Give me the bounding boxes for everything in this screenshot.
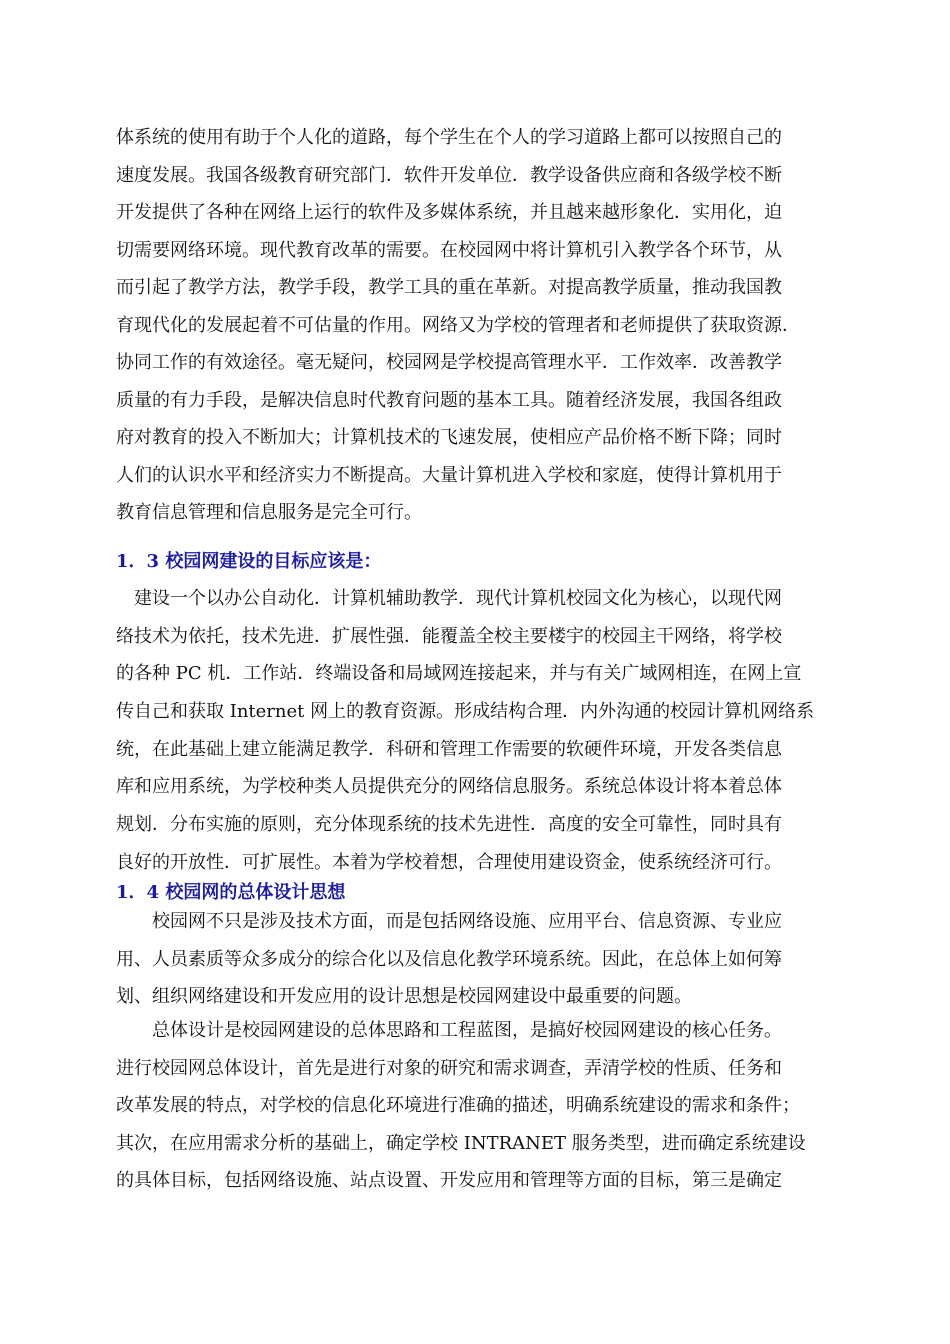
text-line: 规划．分布实施的原则，充分体现系统的技术先进性．高度的安全可靠性，同时具有	[116, 814, 782, 836]
paragraph-intro	[116, 119, 841, 532]
text-line: 总体设计是校园网建设的总体思路和工程蓝图，是搞好校园网建设的核心任务。	[116, 1020, 782, 1041]
text-line: 切需要网络环境。现代教育改革的需要。在校园网中将计算机引入教学各个环节，从	[116, 239, 782, 261]
text-line: 而引起了教学方法，教学手段，教学工具的重在革新。对提高教学质量，推动我国教	[116, 277, 782, 298]
text-line: 改革发展的特点，对学校的信息化环境进行准确的描述，明确系统建设的需求和条件；	[116, 1095, 800, 1116]
text-line: 开发提供了各种在网络上运行的软件及多媒体系统，并且越来越形象化．实用化，迫	[116, 202, 782, 223]
text-line: 的各种 PC 机．工作站．终端设备和局域网连接起来，并与有关广域网相连，在网上宣	[116, 663, 802, 685]
text-line: 传自己和获取 Internet 网上的教育资源。形成结构合理．内外沟通的校园计算机网络系	[116, 701, 815, 723]
paragraph-goals	[116, 580, 841, 882]
text-line: 用、人员素质等众多成分的综合化以及信息化教学环境系统。因此，在总体上如何筹	[116, 948, 782, 970]
text-line: 协同工作的有效途径。毫无疑问，校园网是学校提高管理水平．工作效率．改善教学	[116, 352, 782, 373]
text-line: 统，在此基础上建立能满足教学．科研和管理工作需要的软硬件环境，开发各类信息	[116, 738, 782, 760]
text-line: 络技术为依托，技术先进．扩展性强．能覆盖全校主要楼宇的校园主干网络，将学校	[116, 625, 782, 647]
text-line: 划、组织网络建设和开发应用的设计思想是校园网建设中最重要的问题。	[116, 986, 692, 1007]
text-line: 育现代化的发展起着不可估量的作用。网络又为学校的管理者和老师提供了获取资源．	[116, 314, 800, 336]
text-line: 校园网不只是涉及技术方面，而是包括网络设施、应用平台、信息资源、专业应	[116, 911, 782, 932]
text-line: 教育信息管理和信息服务是完全可行。	[116, 502, 422, 523]
text-line: 进行校园网总体设计，首先是进行对象的研究和需求调查，弄清学校的性质、任务和	[116, 1057, 782, 1079]
text-line: 其次，在应用需求分析的基础上，确定学校 INTRANET 服务类型，进而确定系统建设	[116, 1132, 806, 1154]
text-line: 的具体目标，包括网络设施、站点设置、开发应用和管理等方面的目标，第三是确定	[116, 1170, 782, 1191]
text-line: 府对教育的投入不断加大；计算机技术的飞速发展，使相应产品价格不断下降；同时	[116, 427, 782, 448]
paragraph-overall-design	[116, 1012, 841, 1200]
text-line: 库和应用系统，为学校种类人员提供充分的网络信息服务。系统总体设计将本着总体	[116, 776, 782, 798]
text-line: 人们的认识水平和经济实力不断提高。大量计算机进入学校和家庭，使得计算机用于	[116, 464, 782, 486]
text-line: 质量的有力手段，是解决信息时代教育问题的基本工具。随着经济发展，我国各组政	[116, 389, 782, 411]
text-line: 体系统的使用有助于个人化的道路，每个学生在个人的学习道路上都可以按照自己的	[116, 127, 782, 148]
text-line: 良好的开放性．可扩展性。本着为学校着想，合理使用建设资金，使系统经济可行。	[116, 851, 782, 873]
text-line: 速度发展。我国各级教育研究部门．软件开发单位．教学设备供应商和各级学校不断	[116, 164, 782, 186]
text-line: 建设一个以办公自动化．计算机辅助教学．现代计算机校园文化为核心，以现代网	[116, 588, 782, 609]
section-heading-1-4: 1．4 校园网的总体设计思想	[116, 882, 346, 903]
paragraph-design-thinking	[116, 903, 841, 1016]
section-heading-1-3: 1．3 校园网建设的目标应该是：	[116, 551, 382, 572]
